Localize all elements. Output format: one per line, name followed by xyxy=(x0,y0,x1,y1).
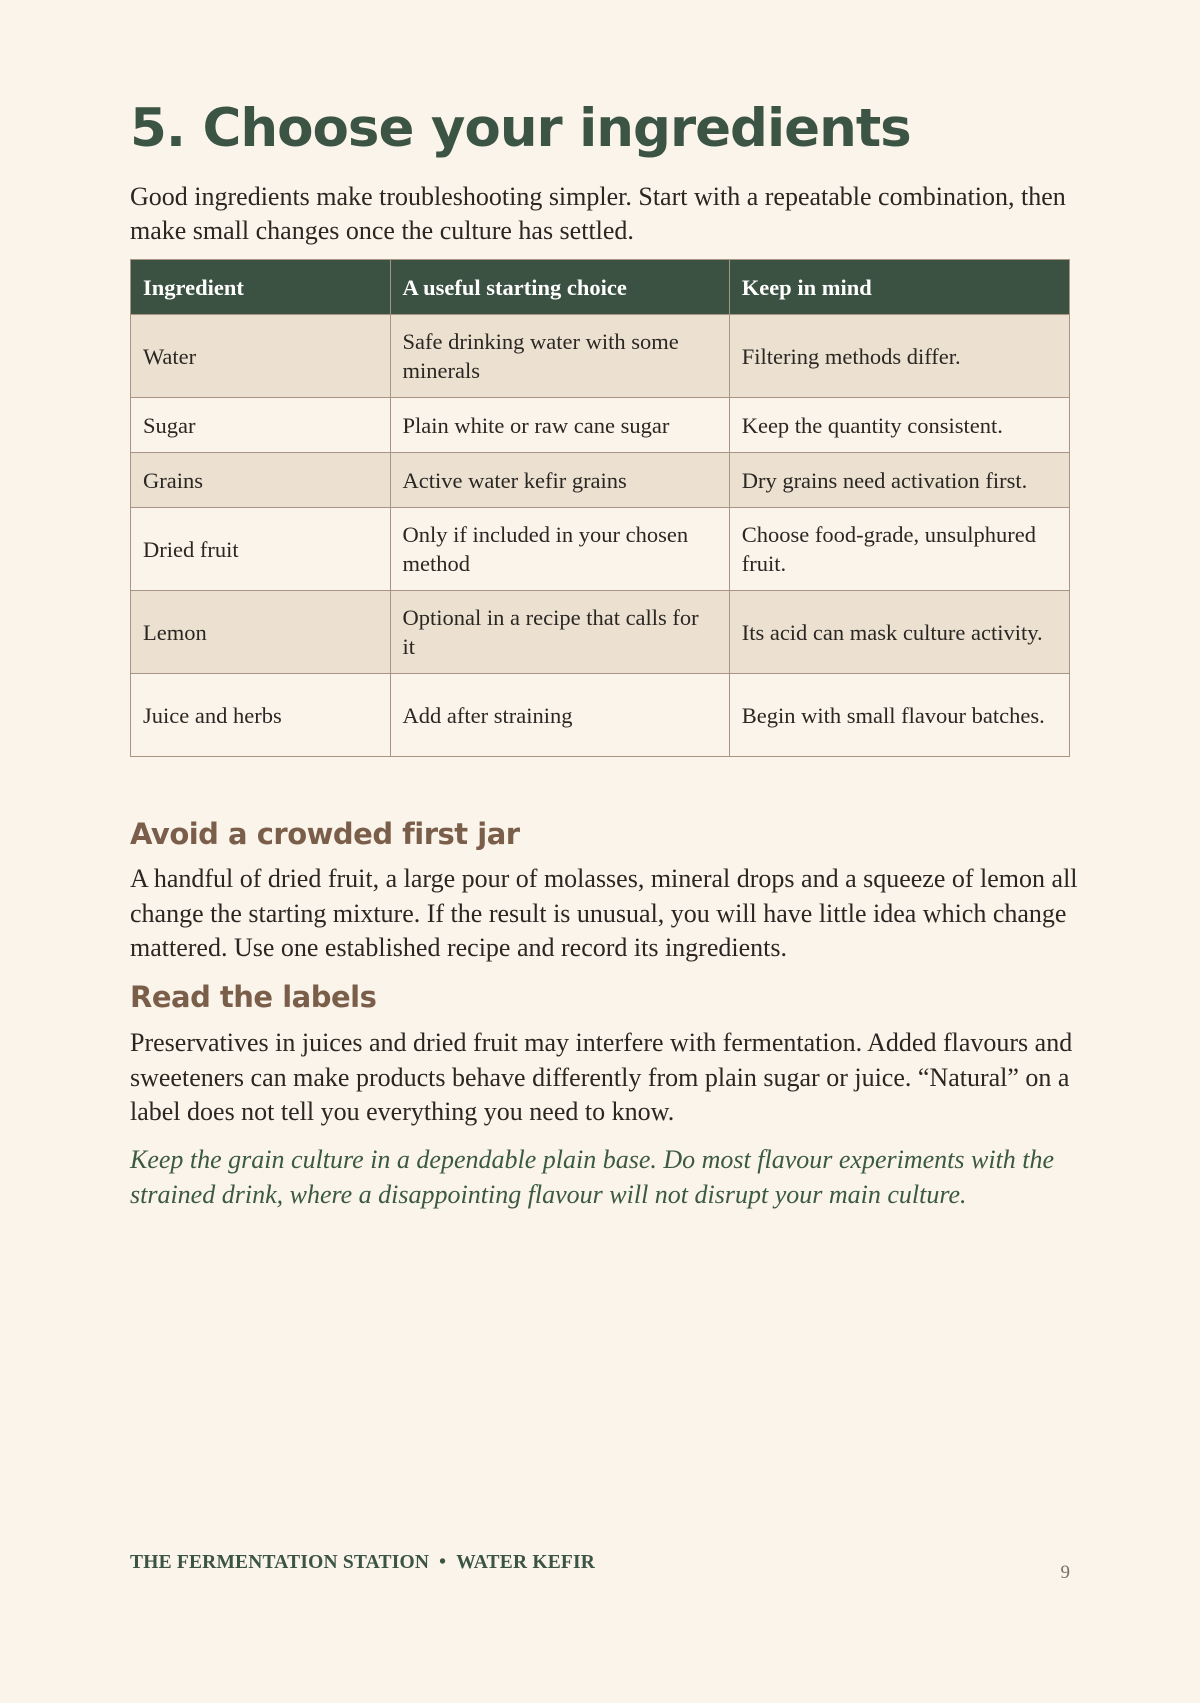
table-cell: Grains xyxy=(131,453,391,508)
table-row xyxy=(131,508,1070,591)
column-header-keep-in-mind: Keep in mind xyxy=(729,260,1069,315)
footer-separator: • xyxy=(439,1552,447,1573)
table-cell: Add after straining xyxy=(390,674,729,757)
table-row xyxy=(131,398,1070,453)
table-cell: Water xyxy=(131,315,391,398)
table-row xyxy=(131,591,1070,674)
table-cell: Safe drinking water with some minerals xyxy=(390,315,729,398)
table-cell: Begin with small flavour batches. xyxy=(729,674,1069,757)
table-row xyxy=(131,453,1070,508)
table-cell: Choose food-grade, unsulphured fruit. xyxy=(729,508,1069,591)
column-header-ingredient: Ingredient xyxy=(131,260,391,315)
footer-publication: THE FERMENTATION STATION xyxy=(130,1552,430,1573)
table-cell: Keep the quantity consistent. xyxy=(729,398,1069,453)
page-footer xyxy=(130,1552,595,1574)
table-cell: Dried fruit xyxy=(131,508,391,591)
section-body-crowded-jar: A handful of dried fruit, a large pour of molasses, mineral drops and a squeeze of lemon all change the starting mixture. If the result is unusual, you will have little idea which change mattered. Use one established recipe and record its ingredients. xyxy=(130,864,1078,962)
table-cell: Optional in a recipe that calls for it xyxy=(390,591,729,674)
table-cell: Lemon xyxy=(131,591,391,674)
section-body-read-labels: Preservatives in juices and dried fruit may interfere with fermentation. Added flavours and sweeteners can make products behave differently from plain sugar or juice. “Natural” on a label does not tell you everything you need to know. xyxy=(130,1028,1073,1126)
section-heading-crowded-jar: Avoid a crowded first jar xyxy=(130,817,520,851)
page-title: 5. Choose your ingredients xyxy=(130,98,911,159)
table-cell: Plain white or raw cane sugar xyxy=(390,398,729,453)
table-header-row xyxy=(131,260,1070,315)
page-number: 9 xyxy=(1060,1562,1070,1583)
table-cell: Active water kefir grains xyxy=(390,453,729,508)
column-header-starting-choice: A useful starting choice xyxy=(390,260,729,315)
table-cell: Filtering methods differ. xyxy=(729,315,1069,398)
table-cell: Only if included in your chosen method xyxy=(390,508,729,591)
table-cell: Its acid can mask culture activity. xyxy=(729,591,1069,674)
table-row xyxy=(131,315,1070,398)
footer-topic: WATER KEFIR xyxy=(456,1552,596,1573)
table-cell: Juice and herbs xyxy=(131,674,391,757)
table-cell: Dry grains need activation first. xyxy=(729,453,1069,508)
table-row xyxy=(131,674,1070,757)
callout-tip: Keep the grain culture in a dependable plain base. Do most flavour experiments with the strained drink, where a disappointing flavour will not disrupt your main culture. xyxy=(130,1145,1055,1209)
intro-paragraph: Good ingredients make troubleshooting simpler. Start with a repeatable combination, then make small changes once the culture has settled. xyxy=(130,182,1066,245)
section-heading-read-labels: Read the labels xyxy=(130,980,377,1014)
ingredients-table xyxy=(130,259,1070,757)
table-cell: Sugar xyxy=(131,398,391,453)
